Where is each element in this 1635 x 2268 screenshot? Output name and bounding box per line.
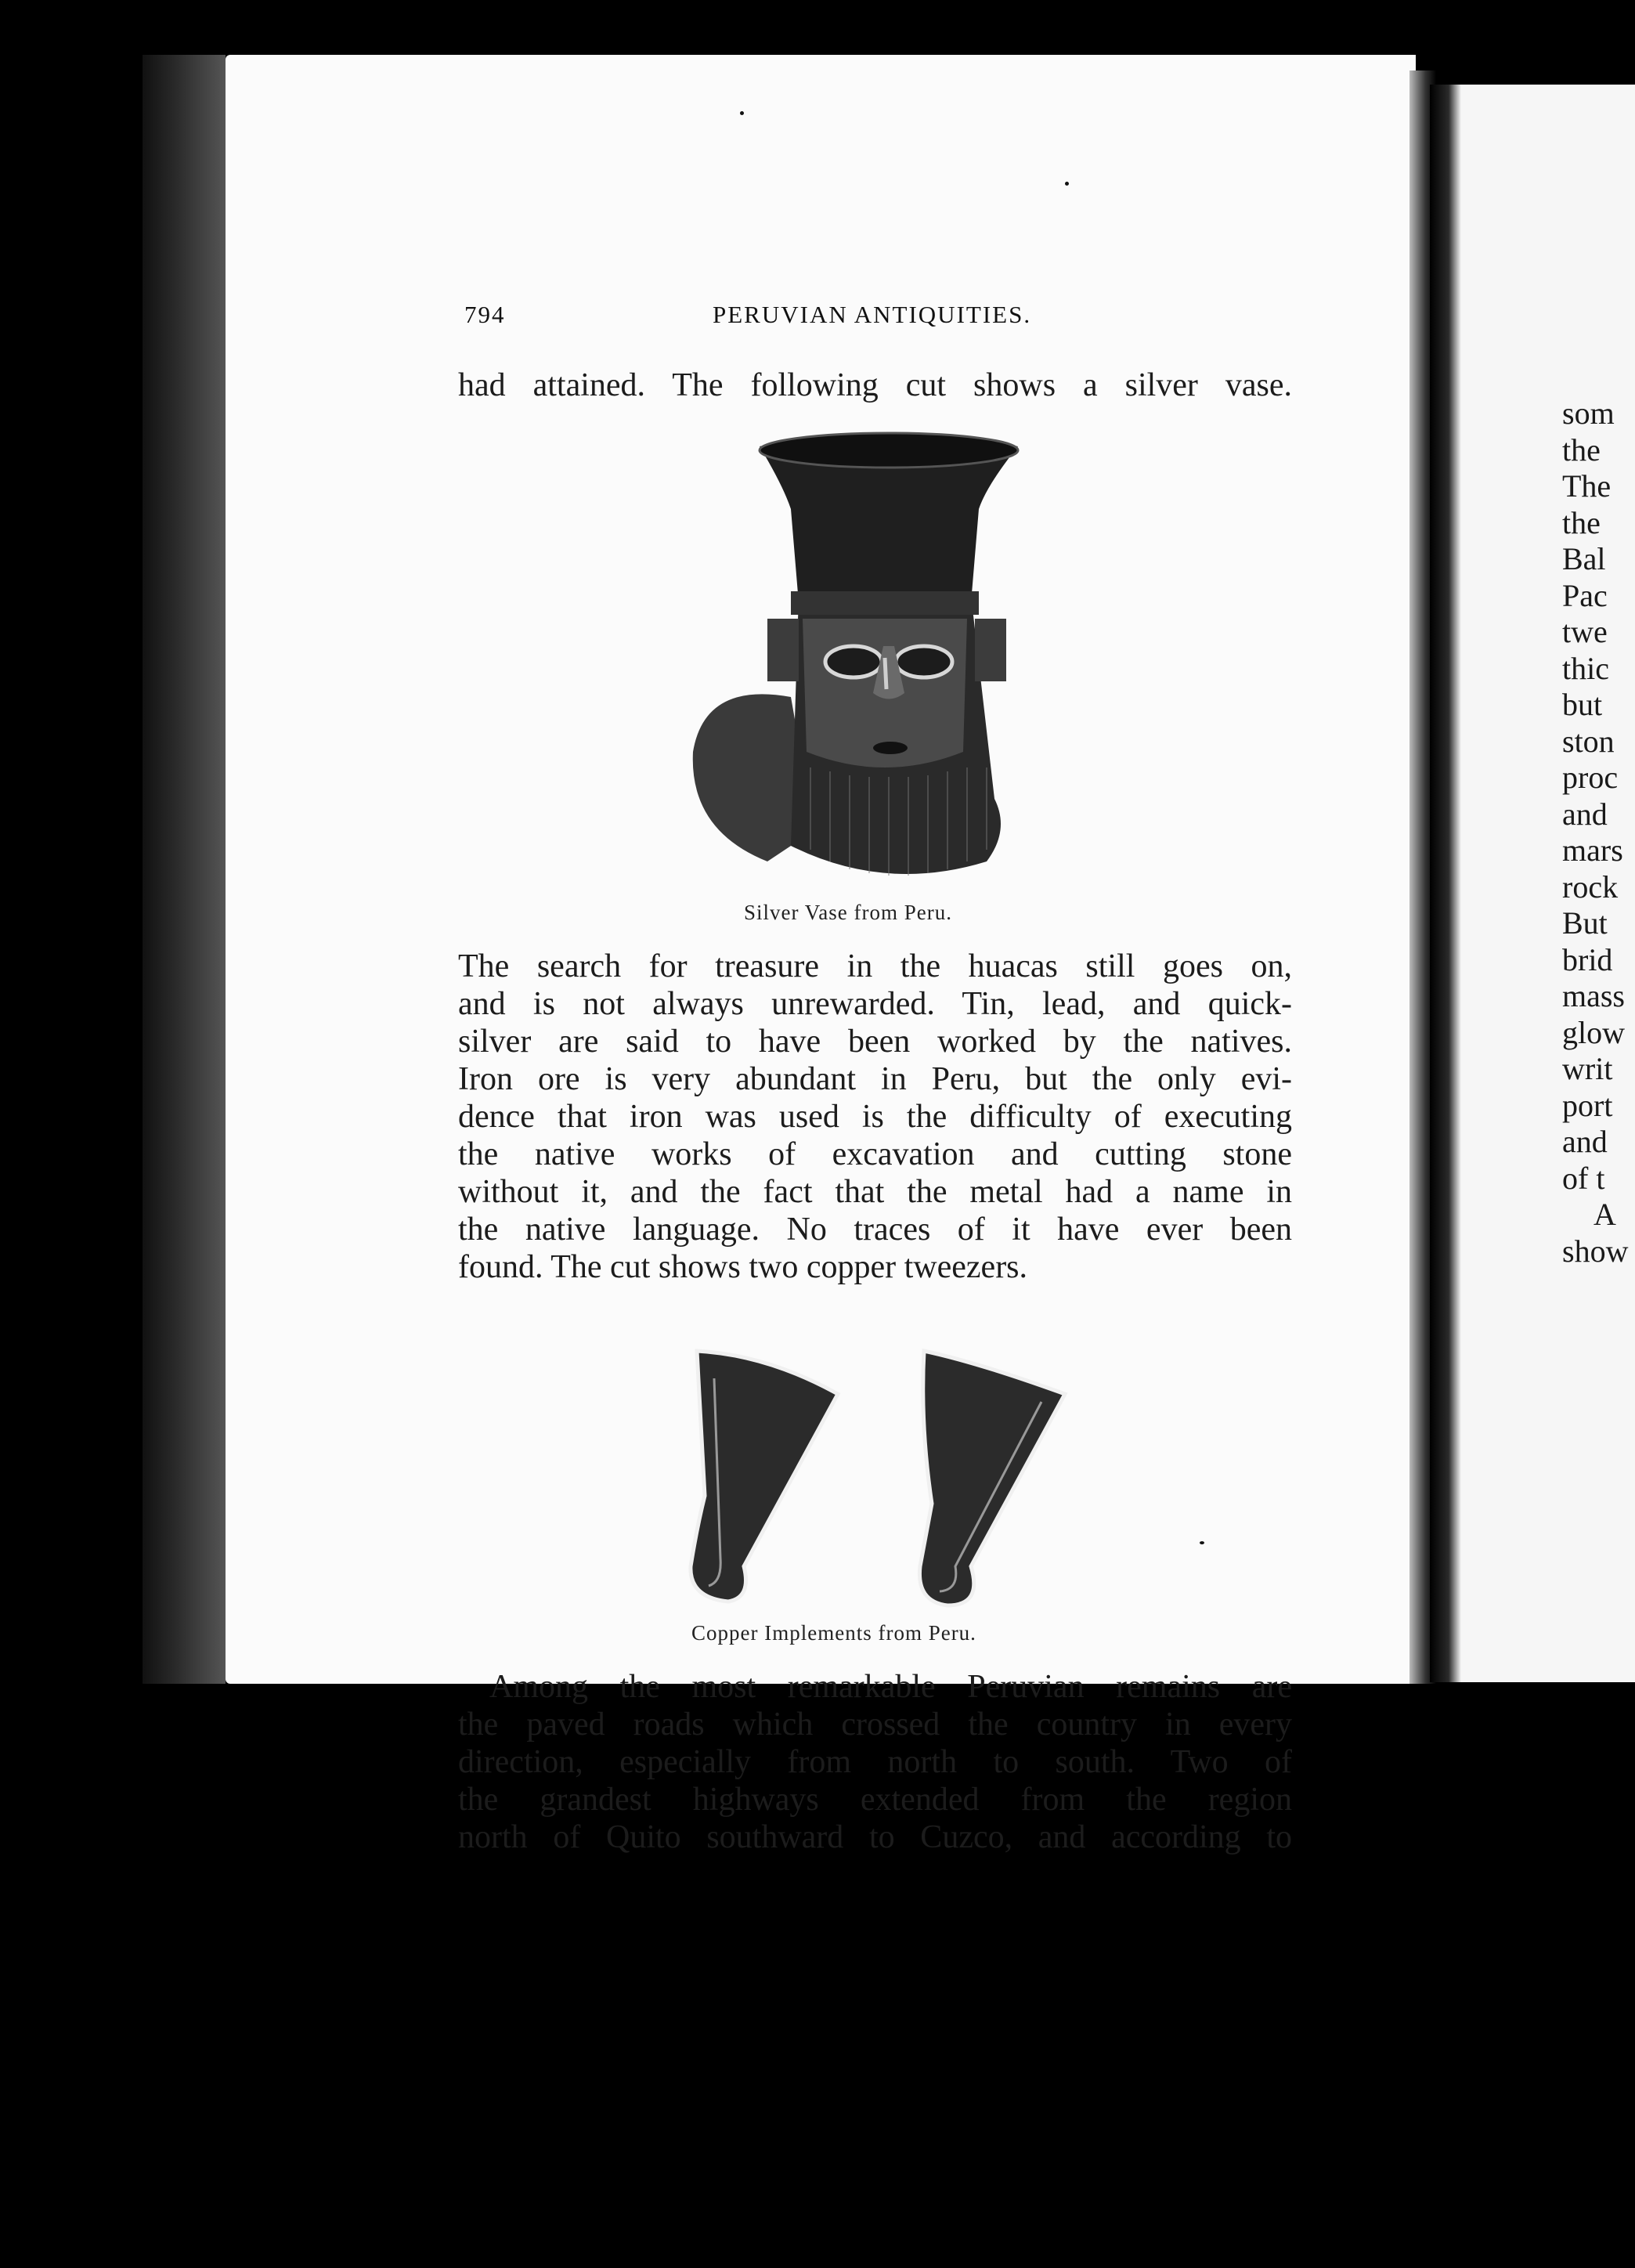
paragraph-1 xyxy=(458,948,1292,1286)
facing-line: but xyxy=(1562,687,1603,722)
facing-line: rock xyxy=(1562,869,1619,905)
facing-line: glow xyxy=(1562,1014,1625,1050)
film-speck xyxy=(740,111,744,115)
facing-line: mass xyxy=(1562,978,1625,1013)
film-speck xyxy=(1065,182,1069,186)
facing-line: proc xyxy=(1562,760,1619,795)
facing-line: the xyxy=(1562,504,1601,540)
facing-line: thic xyxy=(1562,650,1609,686)
copper-implements-illustration xyxy=(681,1347,1073,1621)
facing-line: Bal xyxy=(1562,541,1606,576)
paragraph-2 xyxy=(458,1668,1292,1856)
film-speck xyxy=(1200,1541,1204,1544)
facing-page-text xyxy=(1562,395,1628,1269)
paragraph-line: and is not always unrewarded. Tin, lead, and quick- xyxy=(458,986,1292,1022)
paragraph-line: direction, especially from north to south. Two of xyxy=(458,1744,1292,1780)
paragraph-line: the native language. No traces of it have ever been xyxy=(458,1212,1292,1248)
vase-caption: Silver Vase from Peru. xyxy=(744,901,952,924)
facing-line: writ xyxy=(1562,1051,1613,1086)
facing-line: and xyxy=(1562,796,1608,832)
intro-line: had attained. The following cut shows a silver vase. xyxy=(458,367,1292,403)
facing-line: som xyxy=(1562,395,1615,431)
facing-line: Pac xyxy=(1562,577,1608,613)
paragraph-line: the native works of excavation and cutting stone xyxy=(458,1136,1292,1172)
paragraph-line: north of Quito southward to Cuzco, and according to xyxy=(458,1819,1292,1855)
facing-line: twe xyxy=(1562,614,1608,649)
page-number: 794 xyxy=(464,301,506,328)
paragraph-line: Among the most remarkable Peruvian remains are xyxy=(489,1669,1292,1705)
facing-line: the xyxy=(1562,432,1601,468)
paragraph-line: found. The cut shows two copper tweezers. xyxy=(458,1249,1028,1285)
facing-line: The xyxy=(1562,468,1612,504)
silver-vase-illustration xyxy=(673,423,1096,893)
facing-line: ston xyxy=(1562,723,1615,759)
paragraph-line: the grandest highways extended from the region xyxy=(458,1782,1292,1818)
right-page-shadow xyxy=(1430,85,1461,1682)
implements-caption: Copper Implements from Peru. xyxy=(691,1621,976,1645)
facing-line: show xyxy=(1562,1233,1629,1269)
facing-line: and xyxy=(1562,1124,1608,1159)
facing-line: of t xyxy=(1562,1160,1605,1196)
paragraph-line: without it, and the fact that the metal had a name in xyxy=(458,1174,1292,1210)
facing-line: mars xyxy=(1562,832,1623,868)
paragraph-line: Iron ore is very abundant in Peru, but the only evi- xyxy=(458,1061,1292,1097)
running-title: PERUVIAN ANTIQUITIES. xyxy=(713,301,1032,328)
paragraph-line: the paved roads which crossed the country in every xyxy=(458,1706,1292,1743)
facing-line: A xyxy=(1593,1197,1616,1232)
page-edge-stack xyxy=(143,55,226,1684)
paragraph-line: silver are said to have been worked by the natives. xyxy=(458,1024,1292,1060)
facing-line: port xyxy=(1562,1087,1613,1123)
intro-text xyxy=(458,367,1292,404)
facing-line: brid xyxy=(1562,941,1613,977)
facing-line: But xyxy=(1562,905,1608,941)
paragraph-line: dence that iron was used is the difficulty of executing xyxy=(458,1099,1292,1135)
paragraph-line: The search for treasure in the huacas still goes on, xyxy=(458,948,1292,984)
